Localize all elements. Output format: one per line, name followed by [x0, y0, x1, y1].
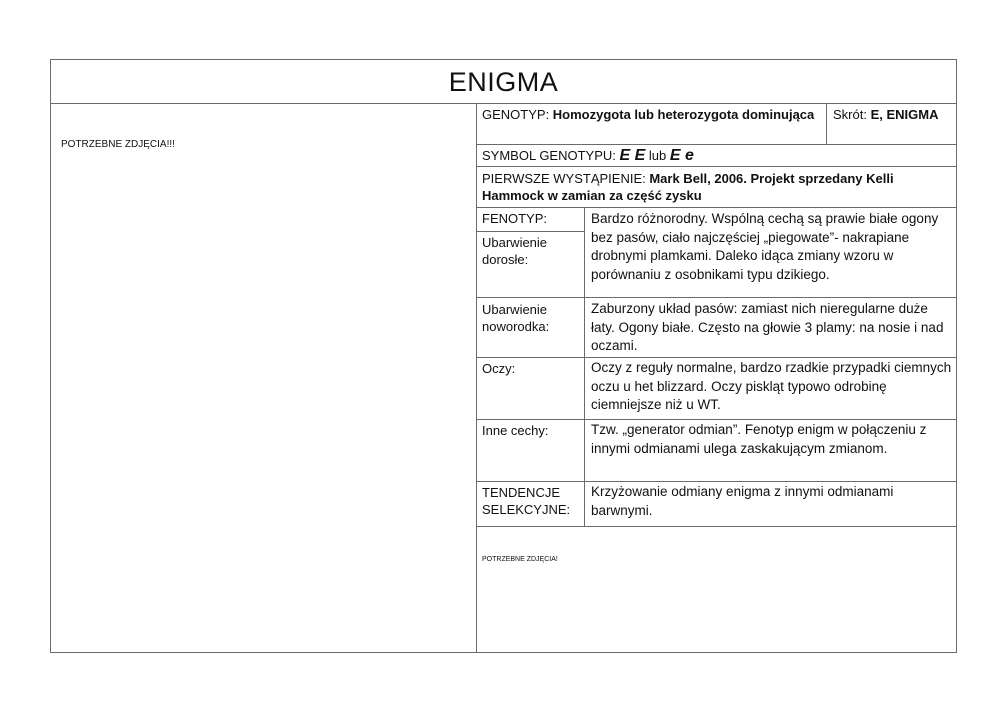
row-line-8 — [476, 526, 956, 527]
adult-coloration-value: Bardzo różnorodny. Wspólną cechą są prawie białe ogony bez pasów, ciało najczęściej „piegowate”- nakrapiane drobnymi plamkami. Daleko idąca zmiany wzoru w porównaniu z osobnikami typu dzikiego. — [591, 211, 939, 282]
photo-placeholder-note: POTRZEBNE ZDJĘCIA!!! — [61, 139, 175, 150]
phenotype-sub-line — [476, 231, 584, 232]
bottom-photo-placeholder-note: POTRZEBNE ZDJĘCIA! — [482, 556, 558, 563]
eyes-value: Oczy z reguły normalne, bardzo rzadkie przypadki ciemnych oczu u het blizzard. Oczy piskląt typowo odrobinę ciemniejsze niż u WT. — [591, 360, 952, 412]
abbrev-divider — [826, 104, 827, 144]
first-appearance-label: PIERWSZE WYSTĄPIENIE: — [482, 171, 650, 186]
row-line-5 — [476, 357, 956, 358]
info-card — [50, 59, 957, 653]
adult-coloration-label: Ubarwienie dorosłe: — [482, 235, 548, 267]
row-line-1 — [476, 144, 956, 145]
symbol-label: SYMBOL GENOTYPU: — [482, 148, 620, 163]
row-line-2 — [476, 166, 956, 167]
page-title: ENIGMA — [51, 60, 956, 104]
newborn-coloration-label: Ubarwienie noworodka: — [482, 302, 550, 334]
selection-value: Krzyżowanie odmiany enigma z innymi odmianami barwnymi. — [591, 484, 894, 518]
abbrev-cell — [833, 106, 955, 123]
row-line-6 — [476, 419, 956, 420]
first-appearance-cell — [482, 170, 952, 204]
newborn-coloration-value: Zaburzony układ pasów: zamiast nich nieregularne duże łaty. Ogony białe. Często na głowie 3 plamy: na nosie i nad oczami. — [591, 301, 944, 353]
row-line-3 — [476, 207, 956, 208]
phenotype-label: FENOTYP: — [482, 211, 548, 226]
other-traits-label: Inne cechy: — [482, 423, 549, 438]
label-column-divider — [584, 207, 585, 526]
row-line-7 — [476, 481, 956, 482]
selection-label: TENDENCJE SELEKCYJNE: — [482, 485, 571, 517]
other-traits-value: Tzw. „generator odmian”. Fenotyp enigm w połączeniu z innymi odmianami ulega zaskakującym zmianom. — [591, 422, 927, 456]
row-line-4 — [476, 297, 956, 298]
abbrev-value: E, ENIGMA — [870, 107, 939, 122]
genotype-cell — [482, 106, 822, 123]
column-divider — [476, 104, 477, 652]
symbol-separator: lub — [645, 148, 670, 163]
symbol-cell — [482, 147, 952, 164]
symbol-value-homozygote: E E — [619, 147, 646, 164]
genotype-value: Homozygota lub heterozygota dominująca — [552, 107, 815, 122]
first-appearance-value: Mark Bell, 2006. Projekt sprzedany Kelli Hammock w zamian za część zysku — [482, 171, 894, 203]
symbol-value-heterozygote: E e — [669, 147, 694, 164]
genotype-label: GENOTYP: — [482, 107, 553, 122]
eyes-label: Oczy: — [482, 361, 516, 376]
abbrev-label: Skrót: — [833, 107, 871, 122]
